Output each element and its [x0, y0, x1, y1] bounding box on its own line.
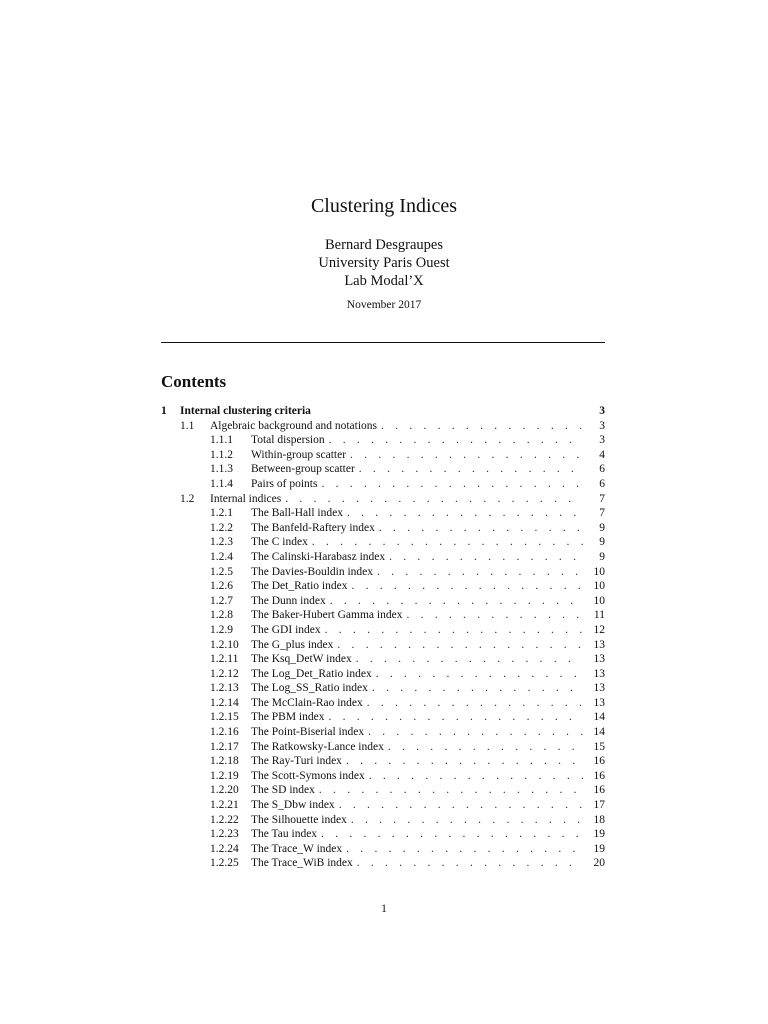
toc-entry-title: The Tau index — [251, 828, 318, 841]
toc-dot-leader — [372, 681, 583, 696]
toc-entry-number: 1.2.20 — [210, 784, 239, 797]
toc-entry-number: 1.2.10 — [210, 638, 239, 651]
toc-subsection-entry[interactable] — [161, 433, 605, 448]
toc-entry-number: 1.2.5 — [210, 565, 233, 578]
toc-dot-leader — [367, 696, 583, 711]
toc-entry-number: 1.2.15 — [210, 711, 239, 724]
toc-entry-number: 1.2.21 — [210, 799, 239, 812]
toc-dot-leader — [321, 827, 583, 842]
toc-subsection-entry[interactable] — [161, 521, 605, 536]
toc-entry-page: 9 — [599, 521, 605, 534]
toc-entry-number: 1.2.23 — [210, 828, 239, 841]
toc-entry-page: 6 — [599, 463, 605, 476]
toc-entry-number: 1.2 — [180, 492, 195, 505]
toc-entry-title: The McClain-Rao index — [251, 696, 363, 709]
toc-subsection-entry[interactable] — [161, 827, 605, 842]
toc-subsection-entry[interactable] — [161, 579, 605, 594]
toc-entry-number: 1.2.2 — [210, 521, 233, 534]
toc-entry-title: The Ksq_DetW index — [251, 653, 352, 666]
toc-dot-leader — [359, 462, 583, 477]
toc-subsection-entry[interactable] — [161, 594, 605, 609]
toc-entry-title: The Ratkowsky-Lance index — [251, 740, 384, 753]
toc-entry-title: The Davies-Bouldin index — [251, 565, 374, 578]
toc-entry-page: 12 — [593, 623, 605, 636]
author-block — [0, 236, 768, 290]
toc-subsection-entry[interactable] — [161, 681, 605, 696]
contents-heading: Contents — [161, 372, 227, 391]
toc-entry-title: The Log_Det_Ratio index — [251, 667, 372, 680]
toc-entry-number: 1.2.1 — [210, 507, 233, 520]
toc-entry-page: 3 — [599, 419, 605, 432]
toc-entry-number: 1.1.4 — [210, 477, 233, 490]
toc-entry-number: 1.2.22 — [210, 813, 239, 826]
toc-entry-number: 1.1.3 — [210, 463, 233, 476]
toc-entry-page: 13 — [593, 667, 605, 680]
toc-entry-page: 16 — [593, 769, 605, 782]
toc-entry-page: 7 — [599, 492, 605, 505]
toc-entry-page: 10 — [593, 594, 605, 607]
toc-entry-page: 9 — [599, 550, 605, 563]
toc-dot-leader — [350, 448, 583, 463]
document-title: Clustering Indices — [310, 195, 458, 217]
toc-entry-page: 13 — [593, 638, 605, 651]
toc-entry-number: 1.1.1 — [210, 434, 233, 447]
toc-entry-number: 1 — [161, 405, 167, 417]
toc-entry-page: 19 — [593, 842, 605, 855]
toc-entry-number: 1.1 — [180, 419, 195, 432]
toc-entry-page: 17 — [593, 799, 605, 812]
toc-entry-number: 1.2.13 — [210, 682, 239, 695]
toc-entry-page: 3 — [599, 405, 605, 417]
toc-entry-number: 1.2.14 — [210, 696, 239, 709]
toc-entry-number: 1.1.2 — [210, 448, 233, 461]
toc-entry-title: The Banfeld-Raftery index — [251, 521, 375, 534]
toc-entry-page: 13 — [593, 696, 605, 709]
toc-dot-leader — [346, 754, 583, 769]
toc-dot-leader — [369, 769, 583, 784]
toc-entry-title: The Point-Biserial index — [251, 726, 365, 739]
toc-subsection-entry[interactable] — [161, 550, 605, 565]
toc-entry-page: 9 — [599, 536, 605, 549]
toc-dot-leader — [356, 652, 583, 667]
toc-entry-page: 14 — [593, 726, 605, 739]
toc-subsection-entry[interactable] — [161, 813, 605, 828]
toc-entry-page: 18 — [593, 813, 605, 826]
toc-subsection-entry[interactable] — [161, 783, 605, 798]
toc-entry-page: 15 — [593, 740, 605, 753]
toc-dot-leader — [381, 419, 583, 434]
toc-entry-title: The G_plus index — [251, 638, 334, 651]
toc-entry-title: The Ray-Turi index — [251, 755, 342, 768]
toc-entry-number: 1.2.9 — [210, 623, 233, 636]
toc-dot-leader — [347, 506, 583, 521]
toc-dot-leader — [329, 433, 583, 448]
toc-entry-page: 13 — [593, 653, 605, 666]
author-name: Bernard Desgraupes — [325, 237, 443, 253]
toc-dot-leader — [379, 521, 583, 536]
toc-entry-number: 1.2.3 — [210, 536, 233, 549]
toc-entry-number: 1.2.17 — [210, 740, 239, 753]
document-date: November 2017 — [346, 299, 422, 311]
toc-subsection-entry[interactable] — [161, 667, 605, 682]
toc-subsection-entry[interactable] — [161, 769, 605, 784]
toc-entry-title: Between-group scatter — [251, 463, 355, 476]
toc-subsection-entry[interactable] — [161, 725, 605, 740]
toc-entry-page: 7 — [599, 507, 605, 520]
toc-entry-page: 3 — [599, 434, 605, 447]
toc-entry-page: 10 — [593, 565, 605, 578]
toc-entry-page: 10 — [593, 580, 605, 593]
toc-dot-leader — [321, 477, 583, 492]
toc-subsection-entry[interactable] — [161, 652, 605, 667]
toc-entry-page: 14 — [593, 711, 605, 724]
toc-entry-page: 16 — [593, 784, 605, 797]
toc-entry-title: The Calinski-Harabasz index — [251, 550, 386, 563]
toc-entry-number: 1.2.18 — [210, 755, 239, 768]
toc-dot-leader — [377, 565, 583, 580]
toc-entry-title: The SD index — [251, 784, 315, 797]
toc-entry-number: 1.2.4 — [210, 550, 233, 563]
toc-entry-number: 1.2.12 — [210, 667, 239, 680]
toc-subsection-entry[interactable] — [161, 740, 605, 755]
table-of-contents — [161, 404, 605, 871]
toc-entry-title: The Silhouette index — [251, 813, 347, 826]
toc-section-entry[interactable] — [161, 419, 605, 434]
toc-subsection-entry[interactable] — [161, 754, 605, 769]
toc-entry-title: The GDI index — [251, 623, 321, 636]
toc-dot-leader — [406, 608, 583, 623]
toc-entry-number: 1.2.24 — [210, 842, 239, 855]
toc-dot-leader — [330, 594, 583, 609]
toc-subsection-entry[interactable] — [161, 535, 605, 550]
toc-entry-title: The Ball-Hall index — [251, 507, 343, 520]
toc-entry-number: 1.2.6 — [210, 580, 233, 593]
toc-entry-page: 6 — [599, 477, 605, 490]
toc-dot-leader — [325, 623, 583, 638]
toc-subsection-entry[interactable] — [161, 842, 605, 857]
toc-dot-leader — [328, 710, 583, 725]
toc-entry-title: The Trace_W index — [251, 842, 343, 855]
toc-subsection-entry[interactable] — [161, 462, 605, 477]
toc-entry-number: 1.2.25 — [210, 857, 239, 870]
toc-subsection-entry[interactable] — [161, 856, 605, 871]
toc-entry-number: 1.2.11 — [210, 653, 239, 666]
toc-entry-number: 1.2.8 — [210, 609, 233, 622]
toc-entry-number: 1.2.16 — [210, 726, 239, 739]
toc-entry-title: The Det_Ratio index — [251, 580, 348, 593]
toc-dot-leader — [319, 783, 583, 798]
toc-entry-title: The Trace_WiB index — [251, 857, 353, 870]
toc-dot-leader — [388, 740, 583, 755]
toc-entry-page: 16 — [593, 755, 605, 768]
toc-subsection-entry[interactable] — [161, 565, 605, 580]
toc-subsection-entry[interactable] — [161, 477, 605, 492]
toc-subsection-entry[interactable] — [161, 638, 605, 653]
toc-dot-leader — [312, 535, 583, 550]
toc-entry-number: 1.2.19 — [210, 769, 239, 782]
toc-entry-title: The PBM index — [251, 711, 325, 724]
toc-dot-leader — [389, 550, 583, 565]
page-number: 1 — [381, 903, 387, 915]
toc-dot-leader — [339, 798, 583, 813]
toc-entry-number: 1.2.7 — [210, 594, 233, 607]
toc-subsection-entry[interactable] — [161, 608, 605, 623]
toc-entry-title: Pairs of points — [251, 477, 318, 490]
toc-entry-title: Algebraic background and notations — [210, 419, 378, 432]
author-lab: Lab Modal’X — [344, 273, 424, 289]
author-affiliation: University Paris Ouest — [318, 255, 450, 271]
toc-subsection-entry[interactable] — [161, 696, 605, 711]
toc-dot-leader — [376, 667, 583, 682]
toc-section-entry[interactable] — [161, 492, 605, 507]
toc-dot-leader — [285, 492, 583, 507]
toc-entry-title: Internal indices — [210, 492, 282, 505]
toc-entry-title: Total dispersion — [251, 434, 325, 447]
toc-entry-title: Within-group scatter — [251, 448, 347, 461]
toc-dot-leader — [346, 842, 583, 857]
toc-entry-page: 13 — [593, 682, 605, 695]
toc-entry-title: The C index — [251, 536, 308, 549]
toc-entry-page: 11 — [593, 609, 605, 622]
toc-entry-title: The Dunn index — [251, 594, 326, 607]
toc-entry-title: Internal clustering criteria — [180, 405, 311, 417]
title-rule — [161, 342, 605, 343]
toc-entry-page: 20 — [593, 857, 605, 870]
toc-dot-leader — [351, 579, 583, 594]
toc-subsection-entry[interactable] — [161, 623, 605, 638]
toc-chapter-entry[interactable] — [161, 404, 605, 419]
toc-entry-title: The S_Dbw index — [251, 799, 335, 812]
toc-subsection-entry[interactable] — [161, 710, 605, 725]
toc-entry-title: The Scott-Symons index — [251, 769, 365, 782]
toc-entry-title: The Baker-Hubert Gamma index — [251, 609, 403, 622]
toc-dot-leader — [357, 856, 583, 871]
toc-dot-leader — [337, 638, 583, 653]
toc-entry-page: 4 — [599, 448, 605, 461]
toc-subsection-entry[interactable] — [161, 798, 605, 813]
toc-dot-leader — [351, 813, 583, 828]
toc-subsection-entry[interactable] — [161, 506, 605, 521]
toc-subsection-entry[interactable] — [161, 448, 605, 463]
toc-entry-page: 19 — [593, 828, 605, 841]
toc-dot-leader — [368, 725, 583, 740]
toc-entry-title: The Log_SS_Ratio index — [251, 682, 368, 695]
